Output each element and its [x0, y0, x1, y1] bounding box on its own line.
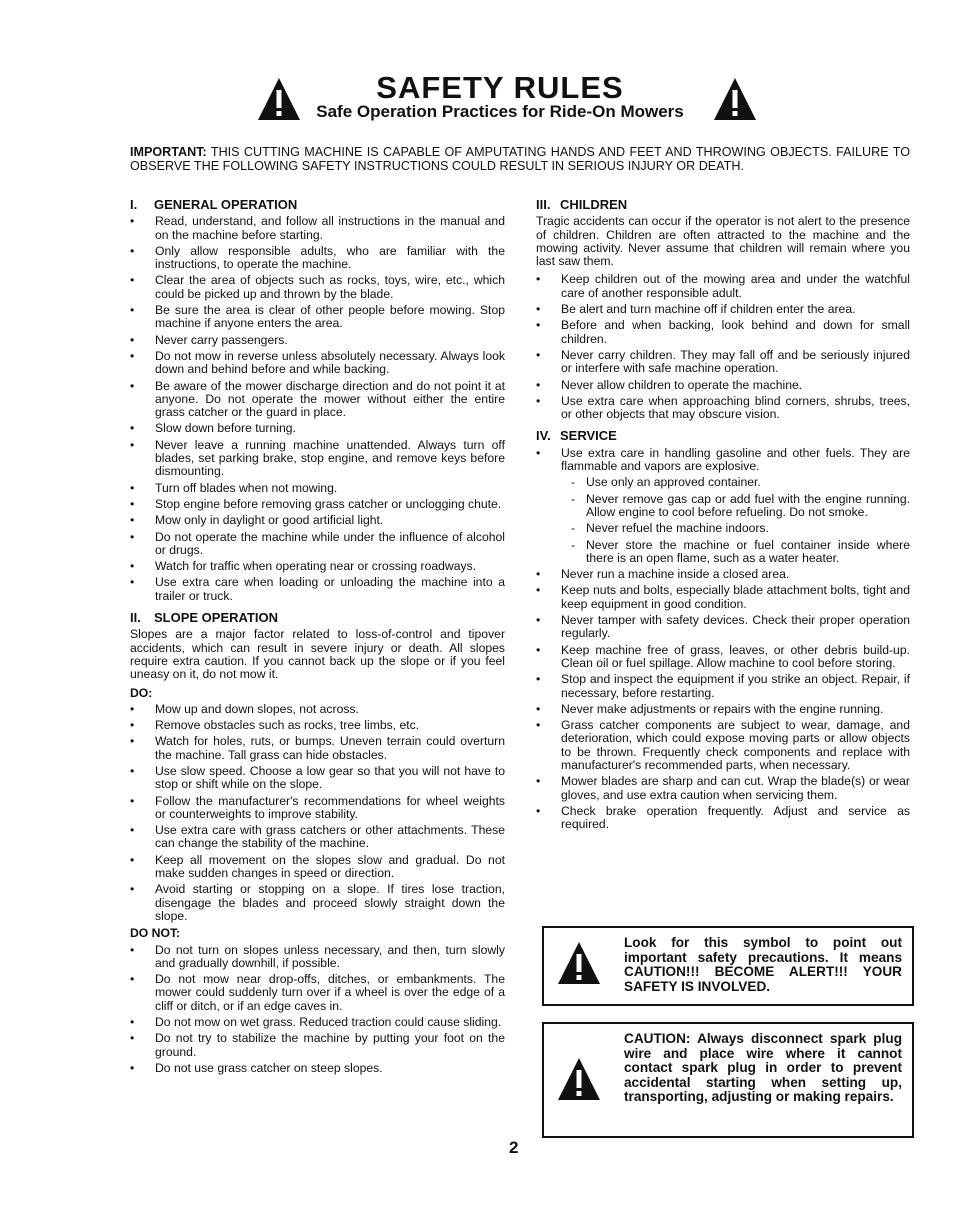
page-number: 2 — [509, 1138, 519, 1157]
section-slope-operation — [130, 611, 505, 1075]
list-item: • Mower blades are sharp and can cut. Wrap the blade(s) or wear gloves, and use extra caution when servicing them. — [536, 775, 910, 802]
left-column — [130, 198, 505, 1083]
important-label: IMPORTANT: — [130, 145, 207, 159]
section-title: CHILDREN — [560, 197, 628, 212]
list-item: • Keep children out of the mowing area and under the watchful care of another responsible adult. — [536, 273, 910, 300]
list-item: • Slow down before turning. — [130, 422, 505, 435]
list-item: • Clear the area of objects such as rocks, toys, wire, etc., which could be picked up and thrown by the blade. — [130, 274, 505, 301]
list-item: • Do not mow near drop-offs, ditches, or embankments. The mower could suddenly turn over if a wheel is over the edge of a cliff or ditch, or if an edge caves in. — [130, 973, 505, 1013]
list-item: • Stop and inspect the equipment if you strike an object. Repair, if necessary, before restarting. — [536, 673, 910, 700]
list-item: • Never allow children to operate the machine. — [536, 379, 910, 392]
section-general-operation — [130, 198, 505, 603]
notice-boxes — [542, 926, 914, 1138]
section-title: GENERAL OPERATION — [154, 197, 298, 212]
list-item: • Read, understand, and follow all instructions in the manual and on the machine before starting. — [130, 215, 505, 242]
list-item: • Do not use grass catcher on steep slopes. — [130, 1062, 505, 1075]
section-heading — [536, 429, 910, 442]
list-item: • Never tamper with safety devices. Check their proper operation regularly. — [536, 614, 910, 641]
list-item: • Avoid starting or stopping on a slope. If tires lose traction, disengage the blades and proceed slowly straight down the slope. — [130, 883, 505, 923]
list-item: - Never store the machine or fuel container inside where there is an open flame, such as a water heater. — [561, 539, 910, 566]
page-subtitle: Safe Operation Practices for Ride-On Mowers — [316, 102, 684, 121]
section-children — [536, 198, 910, 421]
section-heading — [536, 198, 910, 211]
list-item: • Be sure the area is clear of other people before mowing. Stop machine if anyone enters the area. — [130, 304, 505, 331]
list-item: • Mow up and down slopes, not across. — [130, 703, 505, 716]
section-heading — [130, 198, 505, 211]
list-item: • Only allow responsible adults, who are familiar with the instructions, to operate the machine. — [130, 245, 505, 272]
service-list — [536, 447, 910, 565]
list-item: • Remove obstacles such as rocks, tree limbs, etc. — [130, 719, 505, 732]
warning-triangle-icon — [556, 1056, 602, 1102]
do-label: DO: — [130, 685, 153, 700]
warning-triangle-icon — [556, 940, 602, 986]
list-item: • Never carry passengers. — [130, 334, 505, 347]
do-list — [130, 703, 505, 923]
section-number: IV. — [536, 428, 551, 444]
list-item: • Do not mow in reverse unless absolutely necessary. Always look down and behind before and while backing. — [130, 350, 505, 377]
section-service — [536, 429, 910, 831]
list-item: • Never carry children. They may fall off and be seriously injured or interfere with safe machine operation. — [536, 349, 910, 376]
list-item: • Turn off blades when not mowing. — [130, 482, 505, 495]
caution-box — [542, 1022, 914, 1138]
list-item: • Never run a machine inside a closed area. — [536, 568, 910, 581]
list-item: • Keep nuts and bolts, especially blade attachment bolts, tight and keep equipment in good condition. — [536, 584, 910, 611]
fuel-item-text: Use extra care in handling gasoline and other fuels. They are flammable and vapors are explosive. — [561, 445, 910, 474]
service-list-more — [536, 568, 910, 831]
alert-symbol-box — [542, 926, 914, 1006]
list-item: • Use extra care with grass catchers or other attachments. These can change the stability of the machine. — [130, 824, 505, 851]
right-column — [536, 198, 910, 839]
list-item: • Keep all movement on the slopes slow and gradual. Do not make sudden changes in speed or direction. — [130, 854, 505, 881]
list-item: • Before and when backing, look behind and down for small children. — [536, 319, 910, 346]
list-item: • Grass catcher components are subject to wear, damage, and deterioration, which could expose moving parts or allow objects to be thrown. Frequently check components and replace with manufacturer's recommended parts, when necessary. — [536, 719, 910, 772]
section-number: III. — [536, 197, 551, 212]
warning-triangle-icon — [712, 76, 758, 122]
list-item — [536, 447, 910, 565]
do-not-label: DO NOT: — [130, 926, 181, 941]
list-item: • Never leave a running machine unattended. Always turn off blades, set parking brake, stop engine, and remove keys before dismounting. — [130, 439, 505, 479]
list-item: • Use extra care when loading or unloading the machine into a trailer or truck. — [130, 576, 505, 603]
list-item: - Never remove gas cap or add fuel with the engine running. Allow engine to cool before refueling. Do not smoke. — [561, 493, 910, 520]
children-list — [536, 273, 910, 421]
general-operation-list — [130, 215, 505, 603]
important-notice — [130, 145, 910, 173]
list-item: • Check brake operation frequently. Adjust and service as required. — [536, 805, 910, 832]
slope-intro: Slopes are a major factor related to loss-of-control and tipover accidents, which can result in severe injury or death. All slopes require extra caution. If you cannot back up the slope or if you feel uneasy on it, do not mow it. — [130, 627, 505, 682]
list-item: • Watch for holes, ruts, or bumps. Uneven terrain could overturn the machine. Tall grass can hide obstacles. — [130, 735, 505, 762]
children-intro: Tragic accidents can occur if the operator is not alert to the presence of children. Children are often attracted to the machine and the mowing activity. Never assume that children will remain where you last saw them. — [536, 214, 910, 269]
list-item: • Be alert and turn machine off if children enter the area. — [536, 303, 910, 316]
list-item: • Use slow speed. Choose a low gear so that you will not have to stop or shift while on the slope. — [130, 765, 505, 792]
section-title: SLOPE OPERATION — [154, 610, 278, 626]
list-item: • Watch for traffic when operating near or crossing roadways. — [130, 560, 505, 573]
fuel-sub-list — [561, 476, 910, 565]
list-item: • Keep machine free of grass, leaves, or other debris build-up. Clean oil or fuel spillage. Allow machine to cool before storing. — [536, 644, 910, 671]
alert-box-text: Look for this symbol to point out important safety precautions. It means CAUTION!!! BECOME ALERT!!! YOUR SAFETY IS INVOLVED. — [624, 935, 902, 994]
section-number: I. — [130, 197, 138, 212]
list-item: • Use extra care when approaching blind corners, shrubs, trees, or other objects that may obscure vision. — [536, 395, 910, 422]
list-item: • Do not turn on slopes unless necessary, and then, turn slowly and gradually downhill, if possible. — [130, 944, 505, 971]
caution-box-text: CAUTION: Always disconnect spark plug wire and place wire where it cannot contact spark plug in order to prevent accidental starting when setting up, transporting, adjusting or making repairs. — [624, 1031, 902, 1104]
section-number: II. — [130, 610, 141, 626]
section-title: SERVICE — [560, 428, 617, 444]
list-item: • Do not operate the machine while under the influence of alcohol or drugs. — [130, 531, 505, 558]
list-item: • Follow the manufacturer's recommendations for wheel weights or counterweights to improve stability. — [130, 795, 505, 822]
list-item: - Never refuel the machine indoors. — [561, 522, 910, 535]
list-item: • Stop engine before removing grass catcher or unclogging chute. — [130, 498, 505, 511]
page-header — [0, 62, 954, 132]
list-item: • Never make adjustments or repairs with the engine running. — [536, 703, 910, 716]
important-text: THIS CUTTING MACHINE IS CAPABLE OF AMPUTATING HANDS AND FEET AND THROWING OBJECTS. FAILURE TO OBSERVE THE FOLLOWING SAFETY INSTRUCTIONS COULD RESULT IN SERIOUS INJURY OR DEATH. — [130, 145, 910, 173]
list-item: • Be aware of the mower discharge direction and do not point it at anyone. Do not operate the mower without either the entire grass catcher or the guard in place. — [130, 380, 505, 420]
list-item: • Do not mow on wet grass. Reduced traction could cause sliding. — [130, 1016, 505, 1029]
list-item: - Use only an approved container. — [561, 476, 910, 489]
page-title: SAFETY RULES — [376, 70, 624, 105]
list-item: • Mow only in daylight or good artificial light. — [130, 514, 505, 527]
list-item: • Do not try to stabilize the machine by putting your foot on the ground. — [130, 1032, 505, 1059]
do-not-list — [130, 944, 505, 1076]
section-heading — [130, 611, 505, 624]
